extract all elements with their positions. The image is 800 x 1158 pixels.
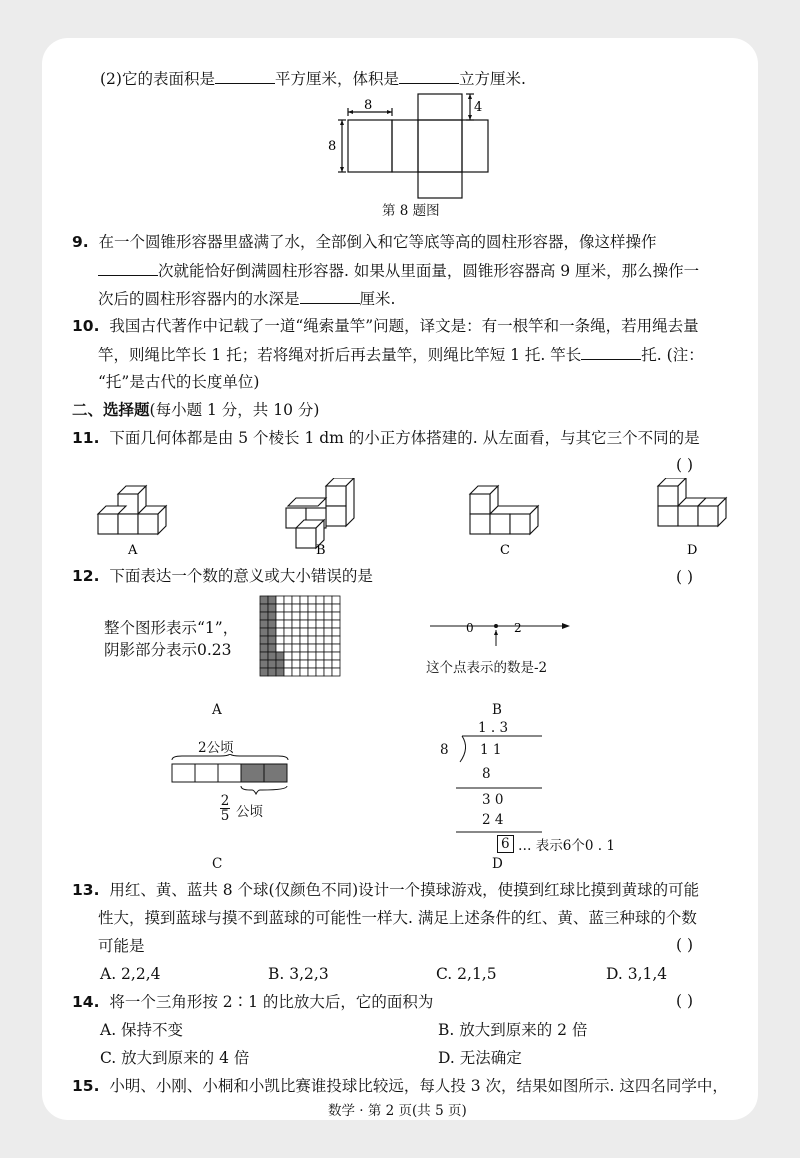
grid-cell [284, 596, 292, 604]
grid-cell [300, 636, 308, 644]
fraction-unit: 公顷 [236, 804, 263, 820]
figure-caption: 第 8 题图 [382, 203, 440, 219]
q11-text: 11. 下面几何体都是由 5 个棱长 1 dm 的小正方体搭建的. 从左面看，与其它三个不同的是 [72, 429, 700, 447]
remainder-box: 6 [497, 835, 514, 853]
grid-cell [284, 628, 292, 636]
number-line [426, 616, 576, 656]
grid-cell [316, 660, 324, 668]
division-step: 3 0 [482, 792, 504, 808]
tick-zero: 0 [466, 621, 474, 635]
grid-cell [324, 620, 332, 628]
grid-cell [316, 636, 324, 644]
grid-cell [300, 596, 308, 604]
option-b[interactable]: B. 3,2,3 [268, 965, 329, 983]
q14-text: 14. 将一个三角形按 2∶1 的比放大后，它的面积为 [72, 993, 434, 1011]
grid-cell [308, 668, 316, 676]
net-face [348, 120, 392, 172]
grid-cell [292, 612, 300, 620]
grid-cell [276, 604, 284, 612]
answer-paren[interactable]: ( ) [676, 456, 694, 474]
grid-cell-shaded [268, 596, 276, 604]
grid-cell [324, 636, 332, 644]
net-face [392, 120, 418, 172]
net-face [418, 172, 462, 198]
option-label: B [316, 543, 326, 558]
option-a[interactable]: A. 保持不变 [100, 1021, 184, 1039]
grid-cell [284, 612, 292, 620]
grid-cell [308, 596, 316, 604]
fraction: 2 5 [220, 793, 230, 824]
grid-cell [332, 652, 340, 660]
q13-line2: 性大，摸到蓝球与摸不到蓝球的可能性一样大. 满足上述条件的红、黄、蓝三种球的个数 [98, 909, 697, 927]
grid-cell [324, 652, 332, 660]
grid-cell [292, 620, 300, 628]
grid-cell [324, 668, 332, 676]
cube-figure-b [286, 478, 354, 548]
grid-cell [276, 628, 284, 636]
exam-page [42, 38, 758, 1120]
grid-cell-shaded [268, 612, 276, 620]
grid-cell-shaded [276, 660, 284, 668]
grid-cell [332, 668, 340, 676]
cube-figures [92, 478, 732, 558]
dividend: 1 1 [480, 742, 502, 758]
grid-cell-shaded [260, 604, 268, 612]
grid-cell [300, 612, 308, 620]
grid-cell [284, 660, 292, 668]
number-line-caption: 这个点表示的数是-2 [426, 660, 548, 676]
grid-cell-shaded [276, 652, 284, 660]
grid-cell-shaded [268, 628, 276, 636]
net-face [462, 120, 488, 172]
cuboid-net-figure [326, 90, 496, 210]
q15-text: 15. 小明、小刚、小桐和小凯比赛谁投球比较远，每人投 3 次，结果如图所示. 这四名同学中， [72, 1077, 728, 1095]
option-d[interactable]: D. 3,1,4 [606, 965, 668, 983]
grid-cell [292, 660, 300, 668]
grid-cell-shaded [260, 596, 268, 604]
page-footer: 数学 · 第 2 页(共 5 页) [328, 1103, 467, 1119]
quotient: 1 . 3 [478, 720, 509, 736]
grid-cell-shaded [260, 620, 268, 628]
grid-cell [276, 612, 284, 620]
grid-cell [284, 620, 292, 628]
grid-cell [308, 660, 316, 668]
grid-cell [292, 636, 300, 644]
grid-cell [284, 652, 292, 660]
grid-cell [292, 644, 300, 652]
grid-cell-shaded [268, 636, 276, 644]
bar-total-label: 2公顷 [198, 740, 234, 756]
q8-part2: (2)它的表面积是 平方厘米，体积是 立方厘米. [100, 70, 526, 88]
option-label: A [128, 543, 138, 558]
dim-label-height: 8 [328, 139, 337, 154]
option-c[interactable]: C. 放大到原来的 4 倍 [100, 1049, 250, 1067]
division-step: 2 4 [482, 812, 504, 828]
grid-cell [316, 628, 324, 636]
option-a-text2: 阴影部分表示0.23 [104, 641, 232, 659]
dim-label-depth: 4 [474, 100, 483, 115]
grid-cell [292, 668, 300, 676]
grid-cell-shaded [260, 660, 268, 668]
grid-cell [276, 644, 284, 652]
grid-cell [308, 612, 316, 620]
grid-cell [284, 644, 292, 652]
option-b[interactable]: B. 放大到原来的 2 倍 [438, 1021, 588, 1039]
grid-cell [292, 596, 300, 604]
q10-line1: 10. 我国古代著作中记载了一道“绳索量竿”问题，译文是：有一根竿和一条绳，若用绳去量 [72, 317, 699, 335]
grid-cell [308, 628, 316, 636]
grid-cell [300, 652, 308, 660]
q10-line3: “托”是古代的长度单位) [98, 373, 260, 391]
grid-cell [316, 668, 324, 676]
grid-cell [276, 620, 284, 628]
grid-cell [316, 612, 324, 620]
grid-cell [332, 636, 340, 644]
option-label: A [212, 702, 222, 718]
grid-cell [324, 596, 332, 604]
grid-cell [308, 652, 316, 660]
hundred-grid [258, 594, 342, 678]
dim-label-width: 8 [364, 98, 373, 113]
division-step: 8 [482, 766, 491, 782]
q13-line3: 可能是 [98, 937, 145, 955]
option-label: D [687, 543, 698, 558]
section-heading: 二、选择题(每小题 1 分，共 10 分) [72, 401, 320, 419]
q9-line2: 次就能恰好倒满圆柱形容器. 如果从里面量，圆锥形容器高 9 厘米，那么操作一 [98, 260, 699, 281]
q13-line1: 13. 用红、黄、蓝共 8 个球(仅颜色不同)设计一个摸球游戏，使摸到红球比摸到黄球的可能 [72, 881, 700, 899]
option-a[interactable]: A. 2,2,4 [100, 965, 161, 983]
option-label: B [492, 702, 502, 718]
grid-cell [276, 636, 284, 644]
grid-cell-shaded [268, 668, 276, 676]
grid-cell [324, 644, 332, 652]
grid-cell-shaded [260, 644, 268, 652]
q12-text: 12. 下面表达一个数的意义或大小错误的是 [72, 567, 373, 585]
answer-paren[interactable]: ( ) [676, 568, 694, 586]
grid-cell [308, 636, 316, 644]
option-c[interactable]: C. 2,1,5 [436, 965, 497, 983]
grid-cell-shaded [268, 660, 276, 668]
grid-cell [300, 668, 308, 676]
answer-blank[interactable] [399, 68, 459, 84]
option-label: C [212, 856, 223, 872]
grid-cell-shaded [260, 652, 268, 660]
grid-cell-shaded [268, 620, 276, 628]
net-face [418, 94, 462, 120]
grid-cell-shaded [260, 668, 268, 676]
grid-cell [332, 660, 340, 668]
grid-cell [292, 628, 300, 636]
grid-cell [332, 612, 340, 620]
grid-cell [316, 604, 324, 612]
answer-blank[interactable] [215, 68, 275, 84]
option-label: D [492, 856, 503, 872]
grid-cell [316, 596, 324, 604]
answer-paren[interactable]: ( ) [676, 992, 694, 1010]
grid-cell [332, 604, 340, 612]
cube-figure-d [658, 478, 726, 526]
grid-cell [300, 660, 308, 668]
grid-cell [308, 604, 316, 612]
grid-cell [300, 604, 308, 612]
grid-cell-shaded [276, 668, 284, 676]
q9-line3: 次后的圆柱形容器内的水深是 厘米. [98, 290, 396, 308]
grid-cell [332, 596, 340, 604]
grid-cell-shaded [260, 612, 268, 620]
grid-cell-shaded [260, 628, 268, 636]
grid-cell [324, 612, 332, 620]
grid-cell [316, 652, 324, 660]
grid-cell-shaded [260, 636, 268, 644]
answer-paren[interactable]: ( ) [676, 936, 694, 954]
divisor: 8 [440, 742, 449, 758]
grid-cell [308, 620, 316, 628]
q9-line1: 9. 在一个圆锥形容器里盛满了水，全部倒入和它等底等高的圆柱形容器，像这样操作 [72, 233, 657, 251]
cube-figure-c [470, 486, 538, 534]
grid-cell [300, 628, 308, 636]
grid-cell [332, 644, 340, 652]
option-d[interactable]: D. 无法确定 [438, 1049, 522, 1067]
grid-cell [324, 628, 332, 636]
grid-cell [284, 668, 292, 676]
option-a-text1: 整个图形表示“1”， [104, 619, 239, 637]
grid-cell [292, 604, 300, 612]
grid-cell [284, 636, 292, 644]
grid-cell-shaded [268, 644, 276, 652]
net-face [418, 120, 462, 172]
grid-cell [332, 628, 340, 636]
answer-blank[interactable] [98, 260, 158, 276]
grid-cell [324, 660, 332, 668]
q10-line2: 竿，则绳比竿长 1 托；若将绳对折后再去量竿，则绳比竿短 1 托. 竿长 托. (注： [98, 346, 704, 364]
tick-two: 2 [514, 621, 522, 635]
grid-cell [332, 620, 340, 628]
answer-blank[interactable] [581, 344, 641, 360]
grid-cell [316, 644, 324, 652]
option-label: C [500, 543, 510, 558]
grid-cell [316, 620, 324, 628]
grid-cell [276, 596, 284, 604]
grid-cell [300, 644, 308, 652]
bar-model [170, 754, 294, 814]
grid-cell [292, 652, 300, 660]
remainder-note: … 表示6个0 . 1 [518, 838, 615, 854]
grid-cell [284, 604, 292, 612]
grid-cell [308, 644, 316, 652]
answer-blank[interactable] [300, 288, 360, 304]
grid-cell [300, 620, 308, 628]
grid-cell-shaded [268, 604, 276, 612]
grid-cell [324, 604, 332, 612]
grid-cell-shaded [268, 652, 276, 660]
cube-figure-a [98, 486, 166, 534]
